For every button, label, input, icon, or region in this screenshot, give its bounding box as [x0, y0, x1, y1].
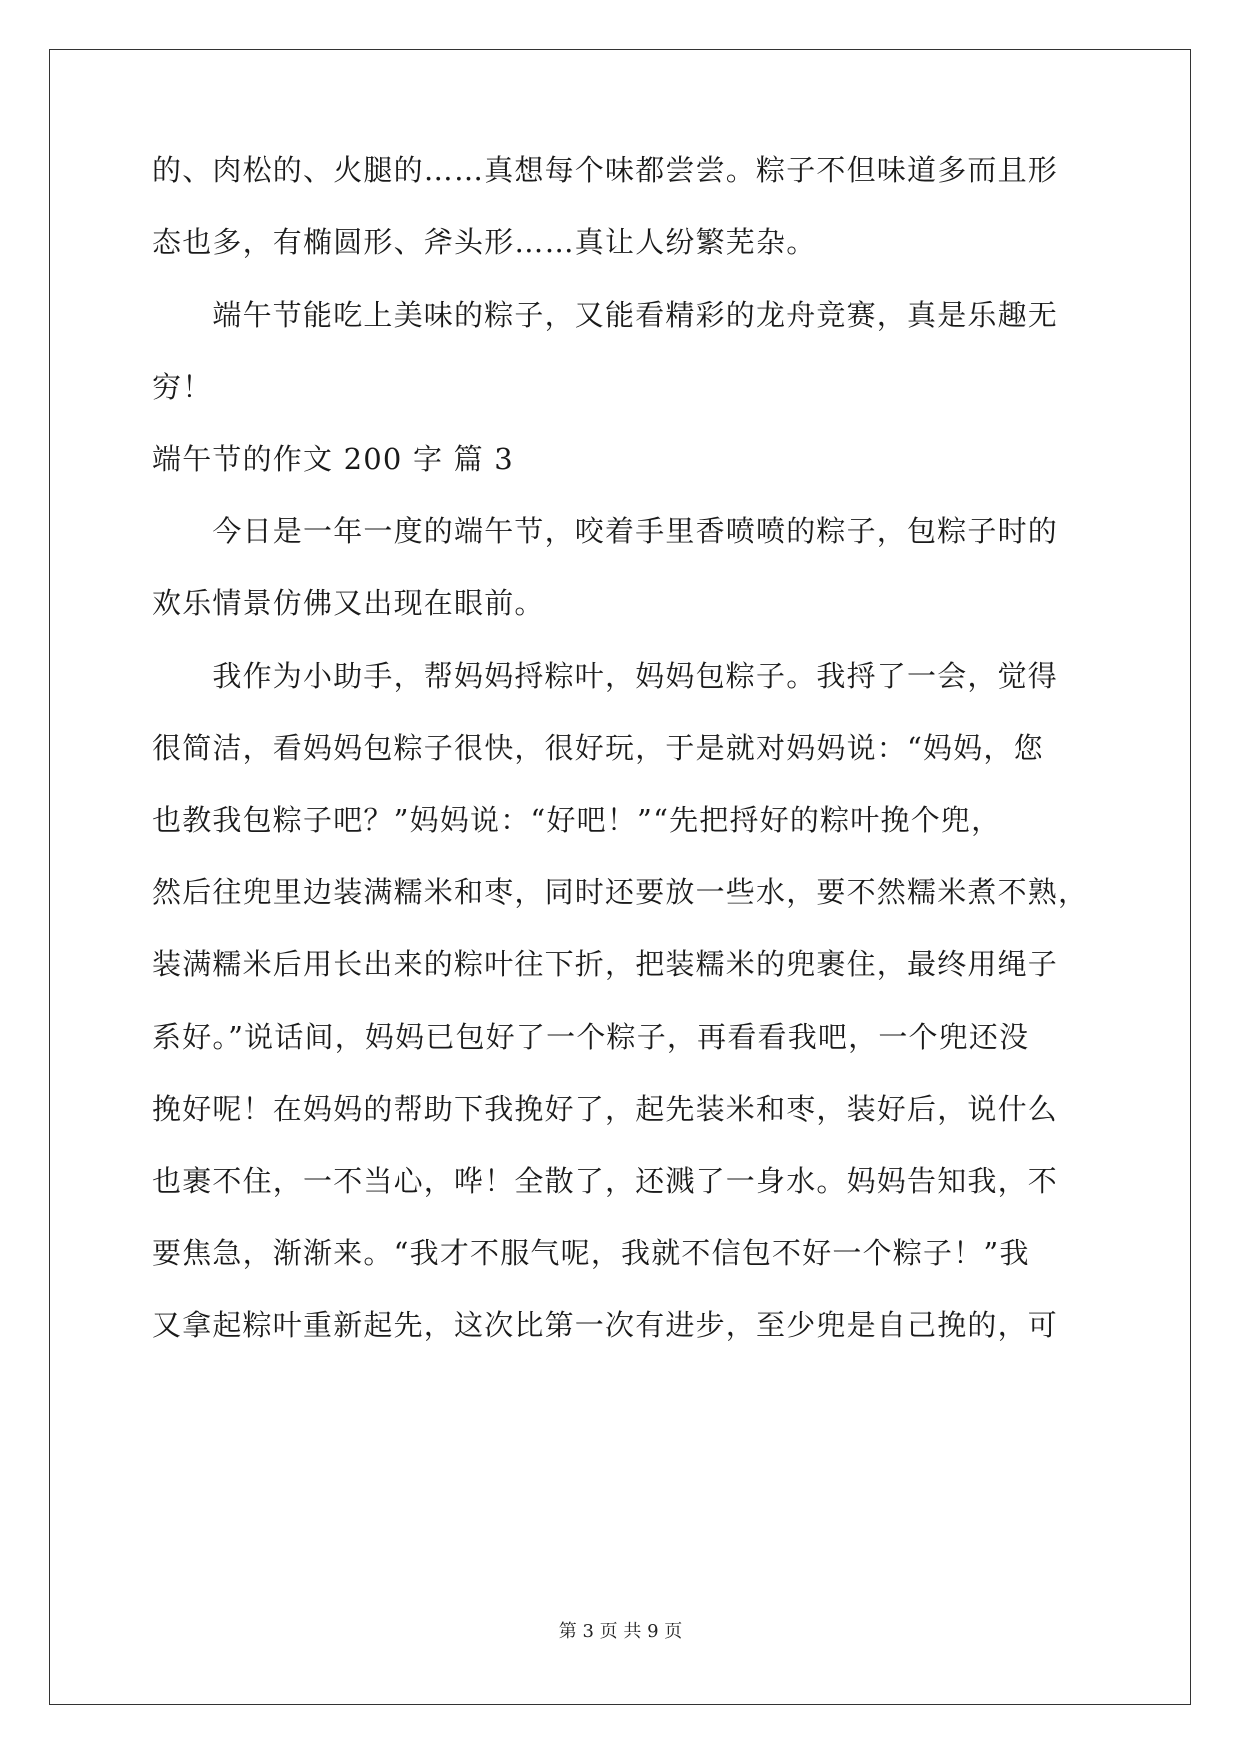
text-line: 今日是一年一度的端午节，咬着手里香喷喷的粽子，包粽子时的	[152, 514, 1059, 548]
text-line: 也教我包粽子吧？”妈妈说：“好吧！”“先把捋好的粽叶挽个兜，	[152, 803, 1002, 837]
page-footer: 第 3 页 共 9 页	[558, 1621, 683, 1642]
text-line: 然后往兜里边装满糯米和枣，同时还要放一些水，要不然糯米煮不熟，	[152, 875, 1089, 909]
text-line: 又拿起粽叶重新起先，这次比第一次有进步，至少兜是自己挽的，可	[152, 1308, 1059, 1342]
text-line: 我作为小助手，帮妈妈捋粽叶，妈妈包粽子。我捋了一会，觉得	[152, 659, 1059, 693]
text-line: 要焦急，渐渐来。“我才不服气呢，我就不信包不好一个粽子！”我	[152, 1236, 1030, 1270]
section-heading: 端午节的作文 200 字 篇 3	[152, 442, 514, 476]
text-line: 端午节能吃上美味的粽子，又能看精彩的龙舟竞赛，真是乐趣无	[152, 298, 1059, 332]
text-line: 的、肉松的、火腿的……真想每个味都尝尝。粽子不但味道多而且形	[152, 153, 1059, 187]
text-line: 系好。”说话间，妈妈已包好了一个粽子，再看看我吧，一个兜还没	[152, 1020, 1030, 1054]
text-line: 挽好呢！在妈妈的帮助下我挽好了，起先装米和枣，装好后，说什么	[152, 1092, 1059, 1126]
text-line: 装满糯米后用长出来的粽叶往下折，把装糯米的兜裹住，最终用绳子	[152, 947, 1059, 981]
text-line: 很简洁，看妈妈包粽子很快，很好玩，于是就对妈妈说：“妈妈，您	[152, 731, 1044, 765]
text-line: 穷！	[152, 370, 213, 404]
text-line: 也裹不住，一不当心，哗！全散了，还溅了一身水。妈妈告知我，不	[152, 1164, 1059, 1198]
text-line: 欢乐情景仿佛又出现在眼前。	[152, 586, 545, 620]
text-line: 态也多，有椭圆形、斧头形……真让人纷繁芜杂。	[152, 225, 817, 259]
